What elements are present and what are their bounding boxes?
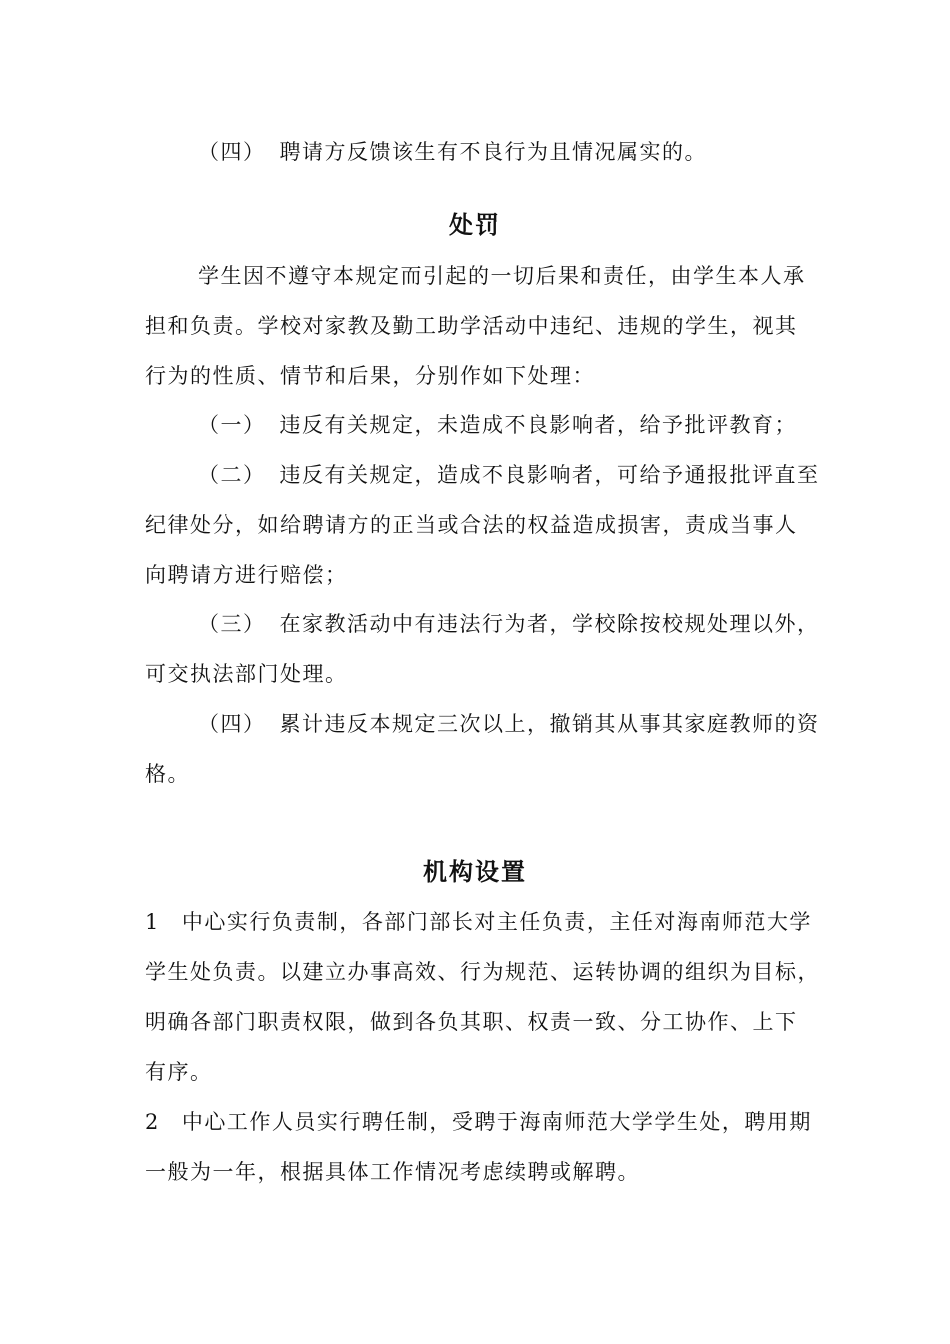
penalty-item-1 xyxy=(198,411,797,439)
penalty-intro-line: 担和负责。学校对家教及勤工助学活动中违纪、违规的学生，视其 xyxy=(145,314,798,338)
item-label: （一） xyxy=(198,413,266,437)
organization-item-1 xyxy=(145,908,812,936)
penalty-item-4-line: 格。 xyxy=(145,762,190,786)
penalty-intro-line: 行为的性质、情节和后果，分别作如下处理： xyxy=(145,364,595,388)
organization-heading: 机构设置 xyxy=(423,858,527,886)
organization-item-2-line: 一般为一年，根据具体工作情况考虑续聘或解聘。 xyxy=(145,1160,640,1184)
penalty-heading: 处罚 xyxy=(449,211,501,239)
item-text: 累计违反本规定三次以上，撤销其从事其家庭教师的资 xyxy=(279,712,820,736)
penalty-intro-line: 学生因不遵守本规定而引起的一切后果和责任，由学生本人承 xyxy=(198,264,806,288)
organization-item-1-line: 有序。 xyxy=(145,1060,213,1084)
penalty-item-3 xyxy=(198,610,820,638)
item-number: 2 xyxy=(145,1110,160,1134)
item-label: （四） xyxy=(198,140,266,164)
continuation-item-4 xyxy=(198,138,707,166)
item-text: 聘请方反馈该生有不良行为且情况属实的。 xyxy=(279,140,707,164)
penalty-item-4 xyxy=(198,710,820,738)
penalty-item-2-line: 向聘请方进行赔偿； xyxy=(145,563,348,587)
item-text: 违反有关规定，造成不良影响者，可给予通报批评直至 xyxy=(279,463,820,487)
organization-item-2 xyxy=(145,1108,812,1136)
penalty-item-3-line: 可交执法部门处理。 xyxy=(145,662,348,686)
item-text: 中心实行负责制，各部门部长对主任负责，主任对海南师范大学 xyxy=(181,910,812,934)
item-number: 1 xyxy=(145,910,160,934)
item-label: （三） xyxy=(198,612,266,636)
penalty-item-2 xyxy=(198,461,820,489)
item-text: 违反有关规定，未造成不良影响者，给予批评教育； xyxy=(279,413,797,437)
item-label: （四） xyxy=(198,712,266,736)
organization-item-1-line: 学生处负责。以建立办事高效、行为规范、运转协调的组织为目标， xyxy=(145,960,820,984)
item-label: （二） xyxy=(198,463,266,487)
organization-item-1-line: 明确各部门职责权限，做到各负其职、权责一致、分工协作、上下 xyxy=(145,1010,798,1034)
item-text: 在家教活动中有违法行为者，学校除按校规处理以外， xyxy=(279,612,820,636)
item-text: 中心工作人员实行聘任制，受聘于海南师范大学学生处，聘用期 xyxy=(181,1110,812,1134)
penalty-item-2-line: 纪律处分，如给聘请方的正当或合法的权益造成损害，责成当事人 xyxy=(145,513,798,537)
